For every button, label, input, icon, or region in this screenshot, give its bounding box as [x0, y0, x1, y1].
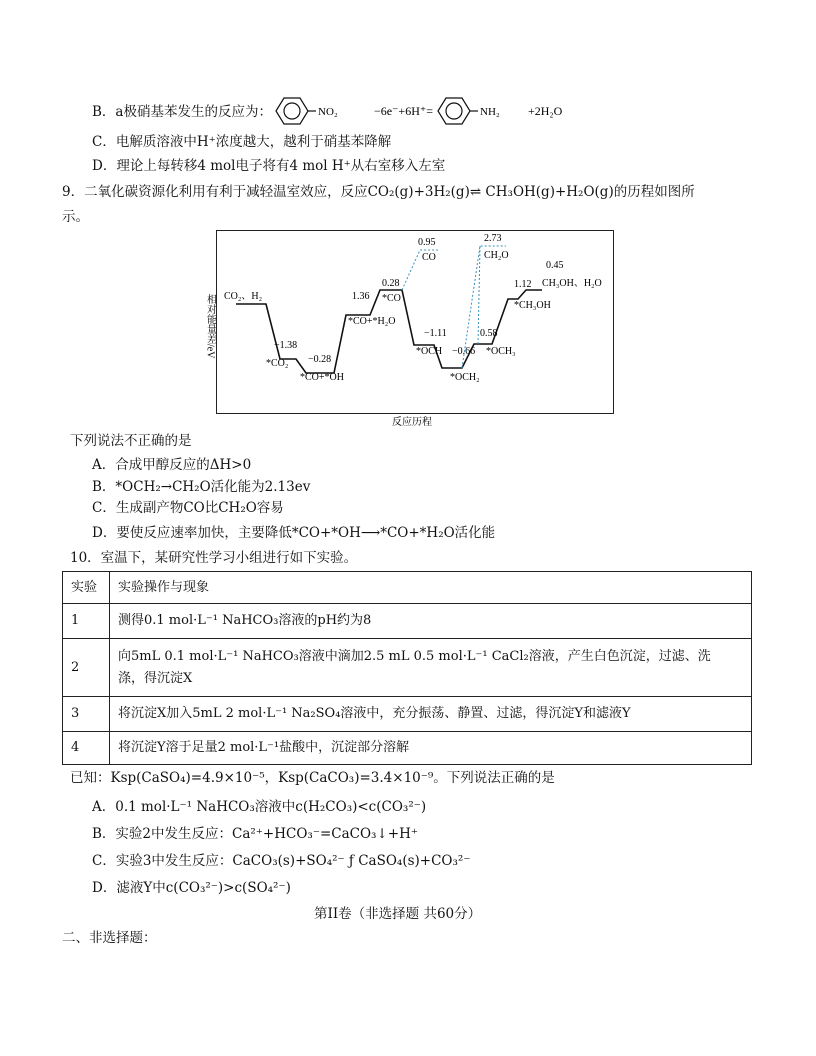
section-heading: 二、非选择题：: [62, 930, 157, 946]
table-cell: 将沉淀X加入5mL 2 mol·L⁻¹ Na₂SO₄溶液中，充分振荡、静置、过滤，得沉淀Y和滤液Y: [110, 697, 752, 732]
value-v1: −1.38: [274, 340, 298, 351]
value-v7: −0.66: [452, 346, 476, 357]
q10-stem: 10．室温下，某研究性学习小组进行如下实验。: [70, 550, 358, 566]
q8-option-b: [92, 103, 272, 121]
label-co-gas: CO: [422, 252, 436, 263]
benzene-ring-icon: [438, 98, 470, 124]
table-cell: [110, 639, 752, 697]
q9-stem-line1: 9．二氧化碳资源化利用有利于减轻温室效应，反应CO₂(g)+3H₂(g)⇌ CH₃OH(g)+H₂O(g)的历程如图所: [62, 184, 695, 200]
table-cell: 2: [63, 639, 110, 697]
value-v6: −1.11: [424, 328, 447, 339]
no2-group: NO₂: [318, 106, 338, 118]
table-cell: 3: [63, 697, 110, 732]
energy-profile-diagram: [196, 228, 626, 438]
benzene-ring-icon: [276, 98, 308, 124]
label-ch3oh-ads: *CH₃OH: [514, 300, 551, 311]
label-co2-ads: *CO₂: [266, 358, 289, 369]
label-co-h2o: *CO+*H₂O: [348, 316, 396, 327]
label-co2-h2: CO₂、H₂: [224, 291, 263, 302]
label-och2: *OCH₂: [450, 372, 480, 383]
table-cell: 1: [63, 604, 110, 639]
q10-option-d: D．滤液Y中c(CO₃²⁻)>c(SO₄²⁻): [92, 880, 291, 896]
label-och3: *OCH₃: [486, 346, 516, 357]
section-title: 第II卷（非选择题 共60分）: [314, 906, 482, 922]
value-v2: −0.28: [308, 354, 332, 365]
table-cell: 测得0.1 mol·L⁻¹ NaHCO₃溶液的pH约为8: [110, 604, 752, 639]
table-cell-line: 向5mL 0.1 mol·L⁻¹ NaHCO₃溶液中滴加2.5 mL 0.5 mol·L⁻¹ CaCl₂溶液，产生白色沉淀，过滤、洗: [118, 648, 711, 664]
y-axis-label: 相对能量差/eV: [204, 294, 216, 359]
table-row: [63, 639, 752, 697]
q9-option-a: A．合成甲醇反应的ΔH>0: [92, 457, 252, 473]
table-header-cell: 实验: [63, 572, 110, 604]
label-co-oh: *CO+*OH: [300, 372, 344, 383]
q10-known: 已知：Ksp(CaSO₄)=4.9×10⁻⁵，Ksp(CaCO₃)=3.4×10⁻⁹。下列说法正确的是: [70, 770, 555, 786]
value-v4: 0.28: [382, 278, 400, 289]
label-co-ads: *CO: [382, 293, 401, 304]
table-cell: 4: [63, 732, 110, 765]
table-cell-line: 涤，得沉淀X: [118, 670, 193, 686]
q8-option-c: C．电解质溶液中H⁺浓度越大，越利于硝基苯降解: [92, 134, 392, 150]
label-ch3oh-h2o: CH₃OH、H₂O: [542, 278, 602, 289]
q10-option-a: A．0.1 mol·L⁻¹ NaHCO₃溶液中c(H₂CO₃)<c(CO₃²⁻): [92, 799, 427, 815]
q9-option-d: D．要使反应速率加快，主要降低*CO+*OH⟶*CO+*H₂O活化能: [92, 525, 496, 541]
q9-question: 下列说法不正确的是: [70, 433, 192, 449]
q8-nitrobenzene-equation: [270, 94, 570, 128]
label-och: *OCH: [416, 346, 443, 357]
nh2-group: NH₂: [480, 106, 500, 118]
table-row: [63, 732, 752, 765]
value-v5: 0.95: [418, 237, 436, 248]
table-header-cell: 实验操作与现象: [110, 572, 752, 604]
q8-option-b-prefix: B．a极硝基苯发生的反应为：: [92, 104, 272, 120]
experiment-table: [62, 571, 752, 765]
value-v8: 2.73: [484, 233, 502, 244]
table-cell: 将沉淀Y溶于足量2 mol·L⁻¹盐酸中，沉淀部分溶解: [110, 732, 752, 765]
q10-option-c: C．实验3中发生反应：CaCO₃(s)+SO₄²⁻ ƒ CaSO₄(s)+CO₃²⁻: [92, 853, 471, 869]
table-row: [63, 697, 752, 732]
q9-stem-line2: 示。: [62, 209, 89, 225]
x-axis-label: 反应历程: [392, 417, 432, 428]
value-v10: 1.12: [514, 279, 532, 290]
value-v3: 1.36: [352, 291, 370, 302]
table-row: [63, 604, 752, 639]
value-v9: 0.58: [480, 328, 498, 339]
value-v11: 0.45: [546, 260, 564, 271]
electron-transfer: −6e⁻+6H⁺=: [374, 104, 433, 118]
water-product: +2H₂O: [528, 104, 563, 118]
q9-option-b: B．*OCH₂→CH₂O活化能为2.13ev: [92, 479, 311, 495]
q9-option-c: C．生成副产物CO比CH₂O容易: [92, 500, 284, 516]
label-ch2o: CH₂O: [484, 250, 509, 261]
q8-option-d: D．理论上每转移4 mol电子将有4 mol H⁺从右室移入左室: [92, 158, 446, 174]
table-header-row: [63, 572, 752, 604]
q10-option-b: B．实验2中发生反应：Ca²⁺+HCO₃⁻=CaCO₃↓+H⁺: [92, 826, 418, 842]
